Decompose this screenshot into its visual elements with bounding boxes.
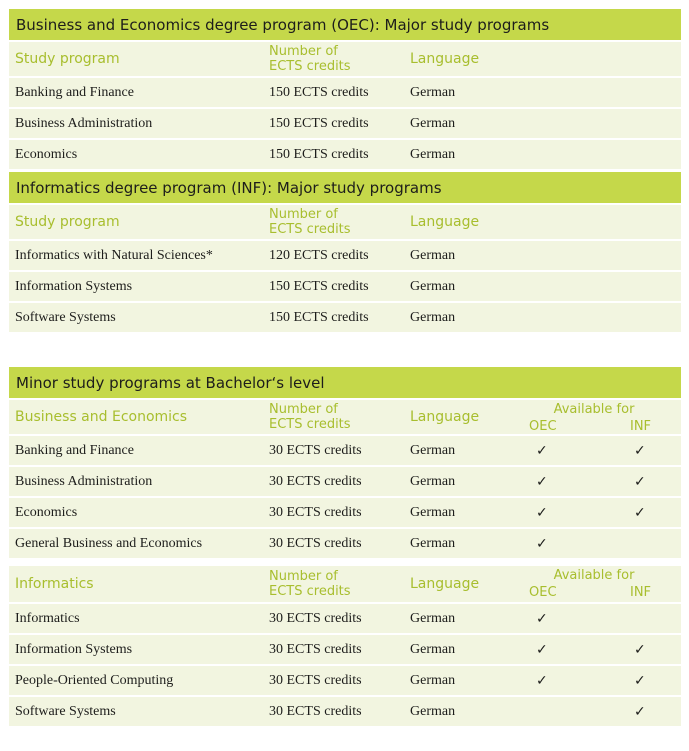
col-language: Language — [410, 51, 480, 67]
col-inf: INF — [630, 585, 652, 600]
minor-programs-table — [9, 367, 681, 726]
program-language: German — [410, 84, 456, 100]
program-language: German — [410, 115, 456, 131]
program-language: German — [410, 146, 456, 162]
program-name: Informatics with Natural Sciences* — [15, 247, 213, 263]
program-name: Business Administration — [15, 473, 153, 489]
inf-check-icon: ✓ — [634, 703, 646, 720]
table-row — [9, 465, 681, 496]
program-language: German — [410, 703, 456, 719]
inf-check-icon: ✓ — [634, 442, 646, 459]
col-available-for — [519, 566, 669, 602]
program-credits: 30 ECTS credits — [269, 535, 362, 551]
program-name: Information Systems — [15, 278, 133, 294]
program-name: Software Systems — [15, 703, 116, 719]
col-oec: OEC — [529, 419, 557, 434]
program-language: German — [410, 278, 456, 294]
col-credits-line1: Number of — [269, 569, 338, 584]
program-name: Economics — [15, 146, 78, 162]
col-oec: OEC — [529, 585, 557, 600]
col-study-program: Study program — [15, 51, 120, 67]
program-name: Information Systems — [15, 641, 133, 657]
table-row — [9, 633, 681, 664]
col-credits-line1: Number of — [269, 402, 338, 417]
col-inf: INF — [630, 419, 652, 434]
col-language: Language — [410, 409, 480, 425]
program-language: German — [410, 309, 456, 325]
inf-check-icon: ✓ — [634, 504, 646, 521]
oec-check-icon: ✓ — [536, 641, 548, 658]
table-row — [9, 76, 681, 107]
col-ects-credits — [269, 42, 351, 76]
program-credits: 150 ECTS credits — [269, 309, 369, 325]
program-credits: 30 ECTS credits — [269, 504, 362, 520]
inf-check-icon: ✓ — [634, 473, 646, 490]
program-language: German — [410, 473, 456, 489]
table-row — [9, 527, 681, 558]
table-row — [9, 664, 681, 695]
oec-check-icon: ✓ — [536, 672, 548, 689]
program-language: German — [410, 535, 456, 551]
program-credits: 150 ECTS credits — [269, 278, 369, 294]
program-credits: 30 ECTS credits — [269, 442, 362, 458]
available-for-label: Available for — [553, 568, 635, 583]
program-name: People-Oriented Computing — [15, 672, 174, 688]
minor-section-title: Minor study programs at Bachelor‘s level — [9, 367, 681, 398]
program-name: Informatics — [15, 610, 80, 626]
program-credits: 120 ECTS credits — [269, 247, 369, 263]
program-credits: 150 ECTS credits — [269, 115, 369, 131]
col-language: Language — [410, 576, 480, 592]
col-available-for — [519, 400, 669, 434]
col-study-program: Study program — [15, 214, 120, 230]
oec-check-icon: ✓ — [536, 610, 548, 627]
program-credits: 30 ECTS credits — [269, 703, 362, 719]
bae-column-header-row — [9, 398, 681, 434]
col-credits-line2: ECTS credits — [269, 222, 351, 237]
table-row — [9, 434, 681, 465]
table-row — [9, 602, 681, 633]
table-row — [9, 107, 681, 138]
program-credits: 150 ECTS credits — [269, 146, 369, 162]
table-row — [9, 239, 681, 270]
program-credits: 150 ECTS credits — [269, 84, 369, 100]
inf-section-title: Informatics degree program (INF): Major study programs — [9, 172, 681, 203]
table-row — [9, 138, 681, 169]
table-row — [9, 270, 681, 301]
program-name: Business Administration — [15, 115, 153, 131]
program-name: Banking and Finance — [15, 84, 134, 100]
oec-section-title: Business and Economics degree program (OEC): Major study programs — [9, 9, 681, 40]
program-credits: 30 ECTS credits — [269, 672, 362, 688]
inf-check-icon: ✓ — [634, 641, 646, 658]
program-language: German — [410, 672, 456, 688]
col-group-business-economics: Business and Economics — [15, 409, 188, 425]
program-language: German — [410, 247, 456, 263]
program-language: German — [410, 641, 456, 657]
table-row — [9, 301, 681, 332]
available-for-label: Available for — [553, 402, 635, 417]
oec-major-table — [9, 9, 681, 169]
oec-check-icon: ✓ — [536, 473, 548, 490]
table-row — [9, 695, 681, 726]
inf-check-icon: ✓ — [634, 672, 646, 689]
inf-column-header-row — [9, 203, 681, 239]
program-language: German — [410, 610, 456, 626]
oec-check-icon: ✓ — [536, 535, 548, 552]
oec-check-icon: ✓ — [536, 504, 548, 521]
program-credits: 30 ECTS credits — [269, 610, 362, 626]
program-name: Banking and Finance — [15, 442, 134, 458]
program-name: Software Systems — [15, 309, 116, 325]
col-credits-line2: ECTS credits — [269, 584, 351, 599]
table-row — [9, 496, 681, 527]
col-ects-credits — [269, 205, 351, 239]
oec-column-header-row — [9, 40, 681, 76]
program-language: German — [410, 504, 456, 520]
col-group-informatics: Informatics — [15, 576, 94, 592]
col-credits-line2: ECTS credits — [269, 59, 351, 74]
program-credits: 30 ECTS credits — [269, 473, 362, 489]
program-name: General Business and Economics — [15, 535, 203, 551]
program-language: German — [410, 442, 456, 458]
col-credits-line1: Number of — [269, 44, 338, 59]
program-name: Economics — [15, 504, 78, 520]
program-credits: 30 ECTS credits — [269, 641, 362, 657]
col-language: Language — [410, 214, 480, 230]
inf-minor-column-header-row — [9, 566, 681, 602]
group-divider — [9, 558, 681, 566]
inf-major-table — [9, 172, 681, 332]
col-credits-line2: ECTS credits — [269, 417, 351, 432]
col-credits-line1: Number of — [269, 207, 338, 222]
col-ects-credits — [269, 566, 351, 602]
oec-check-icon: ✓ — [536, 442, 548, 459]
col-ects-credits — [269, 400, 351, 434]
